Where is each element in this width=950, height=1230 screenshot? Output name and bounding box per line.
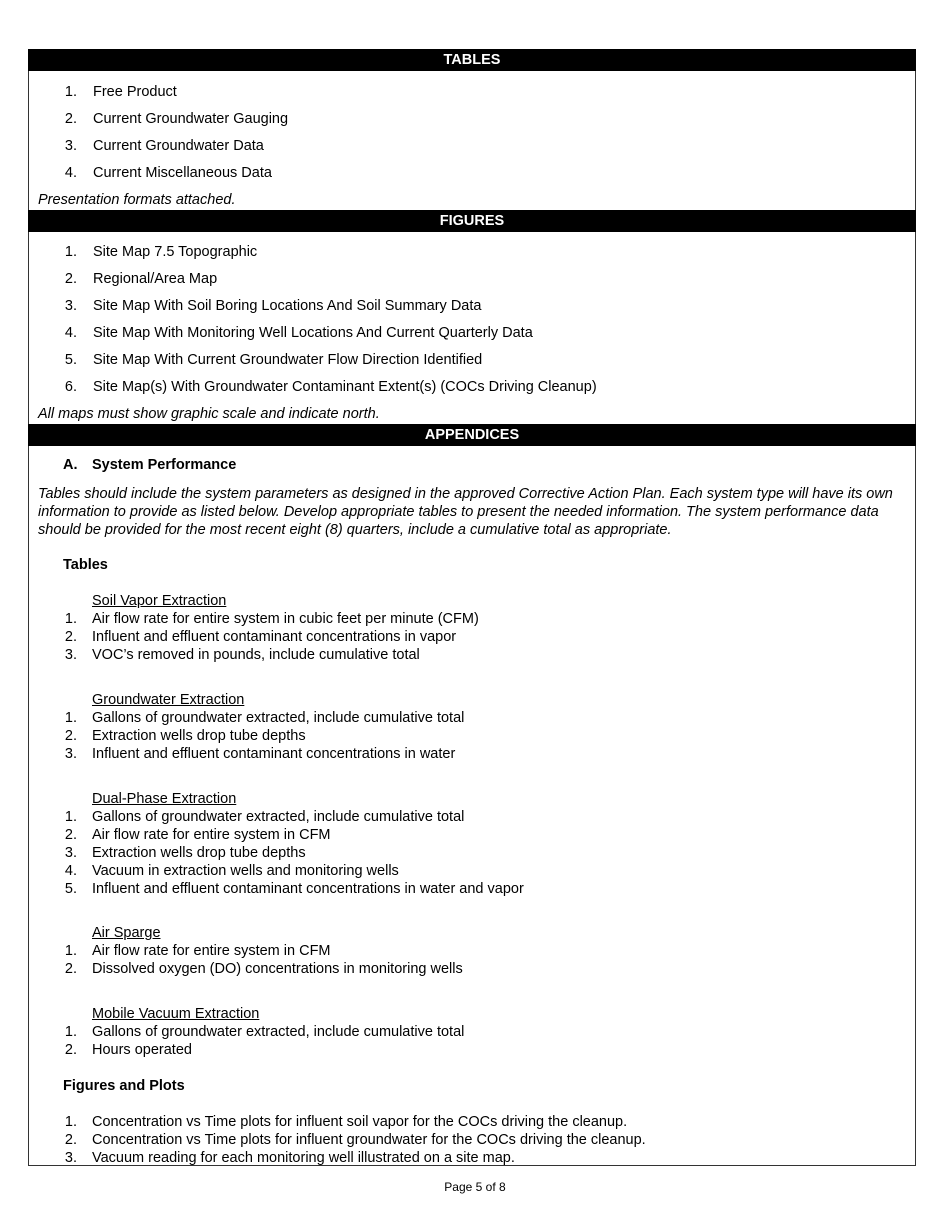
figures-heading: FIGURES <box>28 210 916 232</box>
tables-item-3: Current Groundwater Data <box>93 138 264 154</box>
list-item: Vacuum in extraction wells and monitoring wells <box>92 863 399 879</box>
list-item: VOC’s removed in pounds, include cumulative total <box>92 647 420 663</box>
list-item: Vacuum reading for each monitoring well illustrated on a site map. <box>92 1150 515 1166</box>
list-number: 1. <box>64 710 77 726</box>
figures-item-3: Site Map With Soil Boring Locations And Soil Summary Data <box>93 298 482 314</box>
group-title-air-sparge: Air Sparge <box>92 925 161 941</box>
figures-item-2: Regional/Area Map <box>93 271 218 287</box>
group-title-dual-phase: Dual-Phase Extraction <box>92 791 237 807</box>
page-footer: Page 5 of 8 <box>444 1180 506 1194</box>
list-item: Dissolved oxygen (DO) concentrations in monitoring wells <box>92 961 463 977</box>
appendix-letter: A. <box>63 457 78 473</box>
list-number: 2. <box>64 1132 77 1148</box>
tables-item-2: Current Groundwater Gauging <box>93 111 289 127</box>
list-item: Influent and effluent contaminant concentrations in water and vapor <box>92 881 524 897</box>
list-item: Concentration vs Time plots for influent groundwater for the COCs driving the cleanup. <box>92 1132 646 1148</box>
list-number: 1. <box>64 943 77 959</box>
list-number: 2. <box>64 111 77 127</box>
list-item: Concentration vs Time plots for influent soil vapor for the COCs driving the cleanup. <box>92 1114 628 1130</box>
list-number: 2. <box>64 961 77 977</box>
figures-item-6: Site Map(s) With Groundwater Contaminant Extent(s) (COCs Driving Cleanup) <box>93 379 597 395</box>
list-number: 2. <box>64 1042 77 1058</box>
list-number: 5. <box>64 881 77 897</box>
figures-note: All maps must show graphic scale and indicate north. <box>38 406 380 422</box>
list-number: 3. <box>64 647 77 663</box>
list-number: 3. <box>64 298 77 314</box>
tables-item-4: Current Miscellaneous Data <box>93 165 272 181</box>
list-number: 1. <box>64 1114 77 1130</box>
list-number: 2. <box>64 629 77 645</box>
list-number: 4. <box>64 325 77 341</box>
list-number: 3. <box>64 746 77 762</box>
list-number: 3. <box>64 845 77 861</box>
tables-note: Presentation formats attached. <box>38 192 236 208</box>
list-item: Gallons of groundwater extracted, include cumulative total <box>92 809 465 825</box>
tables-item-1: Free Product <box>93 84 177 100</box>
list-item: Influent and effluent contaminant concentrations in vapor <box>92 629 457 645</box>
list-number: 1. <box>64 809 77 825</box>
list-number: 2. <box>64 271 77 287</box>
list-number: 6. <box>64 379 77 395</box>
list-number: 4. <box>64 863 77 879</box>
appendix-intro: Tables should include the system parameters as designed in the approved Corrective Action Plan. Each system type will have its own information to provide as listed below. Develop appropriate tables to present the needed information. The system performance data should be provided for the most recent eight (8) quarters, include a cumulative total as appropriate. <box>38 486 893 538</box>
list-item: Gallons of groundwater extracted, include cumulative total <box>92 710 465 726</box>
figures-item-4: Site Map With Monitoring Well Locations And Current Quarterly Data <box>93 325 533 341</box>
list-number: 5. <box>64 352 77 368</box>
list-number: 4. <box>64 165 77 181</box>
appendix-title: System Performance <box>92 457 237 473</box>
group-title-soil-vapor: Soil Vapor Extraction <box>92 593 227 609</box>
list-number: 3. <box>64 138 77 154</box>
list-item: Extraction wells drop tube depths <box>92 728 306 744</box>
list-item: Air flow rate for entire system in CFM <box>92 827 331 843</box>
figures-plots-heading: Figures and Plots <box>63 1078 185 1094</box>
list-item: Gallons of groundwater extracted, include cumulative total <box>92 1024 465 1040</box>
list-item: Extraction wells drop tube depths <box>92 845 306 861</box>
list-number: 3. <box>64 1150 77 1166</box>
list-item: Influent and effluent contaminant concentrations in water <box>92 746 456 762</box>
list-number: 1. <box>64 611 77 627</box>
list-number: 1. <box>64 84 77 100</box>
figures-item-5: Site Map With Current Groundwater Flow Direction Identified <box>93 352 483 368</box>
list-number: 2. <box>64 728 77 744</box>
list-item: Hours operated <box>92 1042 192 1058</box>
appendices-heading: APPENDICES <box>28 424 916 446</box>
list-number: 1. <box>64 1024 77 1040</box>
list-number: 1. <box>64 244 77 260</box>
figures-item-1: Site Map 7.5 Topographic <box>93 244 258 260</box>
tables-heading: TABLES <box>28 49 916 71</box>
group-title-groundwater: Groundwater Extraction <box>92 692 245 708</box>
group-title-mobile-vacuum: Mobile Vacuum Extraction <box>92 1006 260 1022</box>
list-number: 2. <box>64 827 77 843</box>
tables-subheading: Tables <box>63 557 108 573</box>
list-item: Air flow rate for entire system in cubic feet per minute (CFM) <box>92 611 479 627</box>
list-item: Air flow rate for entire system in CFM <box>92 943 331 959</box>
